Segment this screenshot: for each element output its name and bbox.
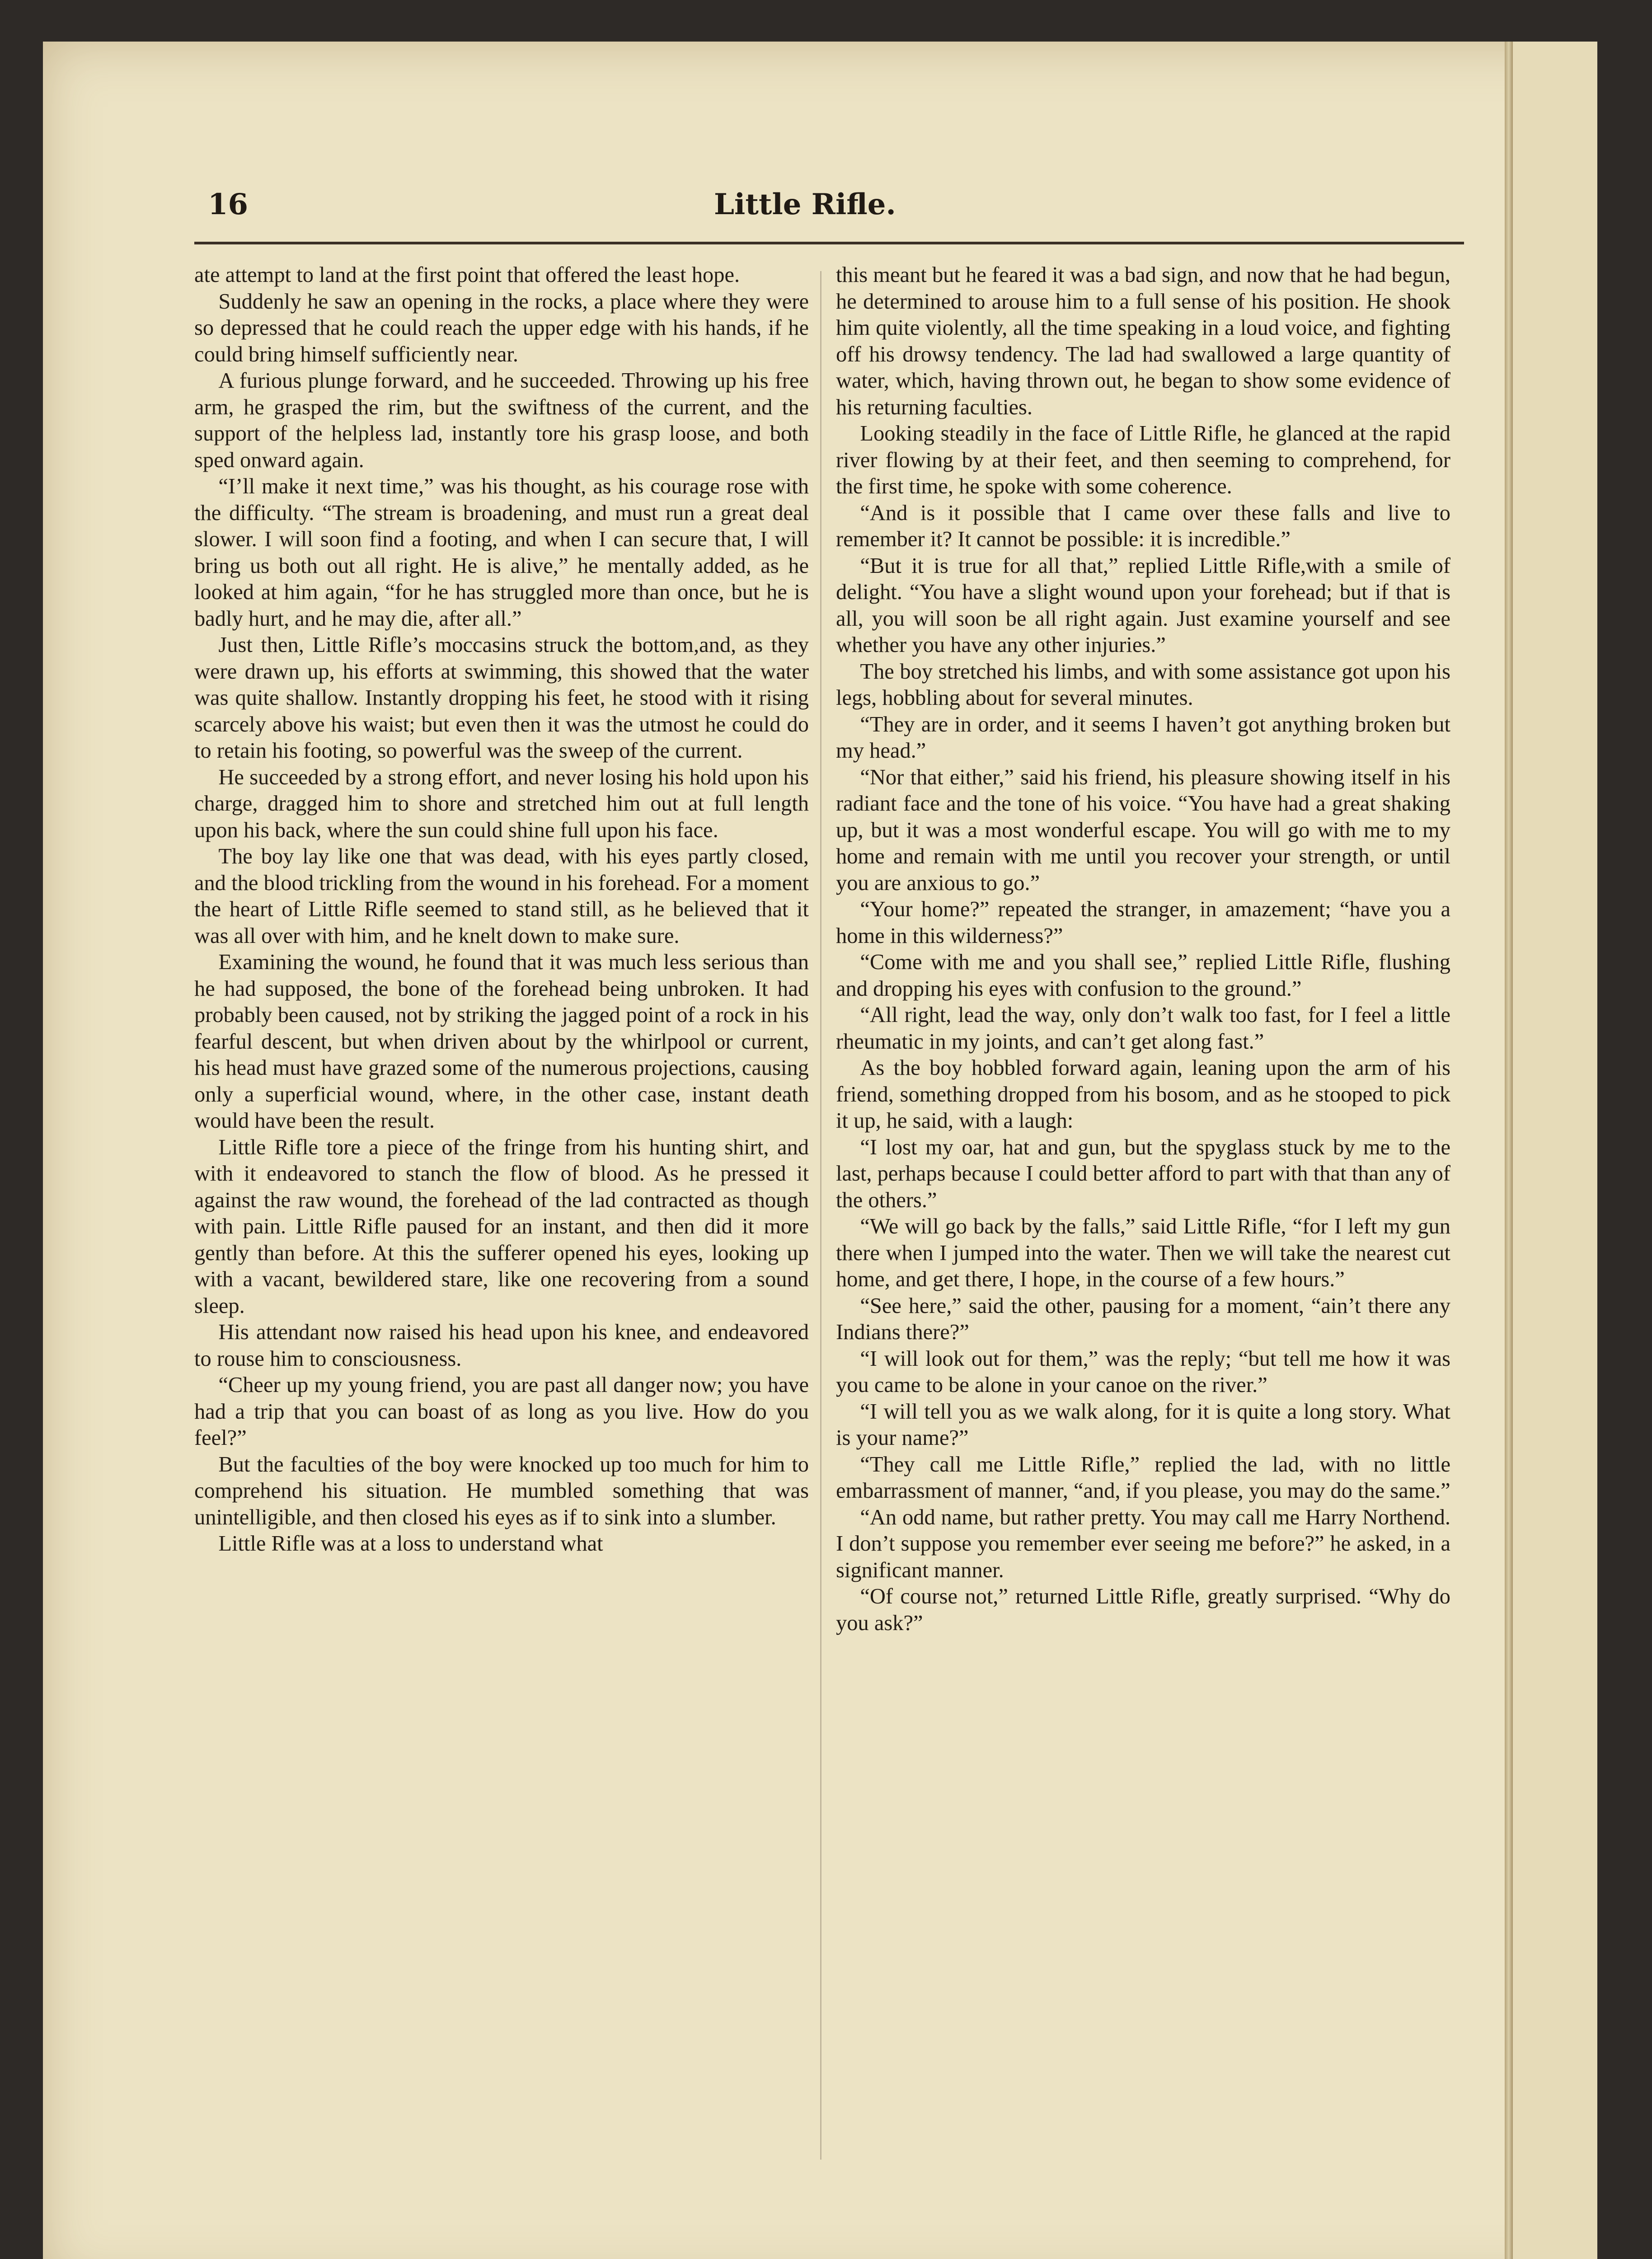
paragraph: “They are in order, and it seems I haven’t got anything broken but my head.”	[836, 712, 1450, 763]
paragraph: “Cheer up my young friend, you are past all danger now; you have had a trip that you can boast of as long as you live. How do you feel?”	[194, 1373, 809, 1450]
right-column	[836, 262, 1450, 2178]
paragraph: “An odd name, but rather pretty. You may call me Harry Northend. I don’t suppose you remember ever seeing me before?” he asked, in a significant manner.	[836, 1505, 1450, 1582]
paragraph: “Come with me and you shall see,” replied Little Rifle, flushing and dropping his eyes with confusion to the ground.”	[836, 950, 1450, 1001]
running-title: Little Rifle.	[714, 187, 896, 221]
paragraph: Looking steadily in the face of Little Rifle, he glanced at the rapid river flowing by at their feet, and then seeming to comprehend, for the first time, he spoke with some coherence.	[836, 422, 1450, 498]
paragraph: “I will tell you as we walk along, for it is quite a long story. What is your name?”	[836, 1399, 1450, 1450]
paragraph: “I’ll make it next time,” was his thought, as his courage rose with the difficulty. “The stream is broadening, and must run a great deal slower. I will soon find a footing, and when I can secure that, I will bring us both out all right. He is alive,” he mentally added, as he looked at him again, “for he has struggled more than once, but he is badly hurt, and he may die, after all.”	[194, 474, 809, 631]
binding-gutter	[1505, 42, 1513, 2259]
paragraph: The boy stretched his limbs, and with some assistance got upon his legs, hobbling about for several minutes.	[836, 659, 1450, 710]
paragraph: His attendant now raised his head upon his knee, and endeavored to rouse him to consciousness.	[194, 1320, 809, 1371]
paragraph: He succeeded by a strong effort, and never losing his hold upon his charge, dragged him to shore and stretched him out at full length upon his back, where the sun could shine full upon his face.	[194, 765, 809, 842]
page-number: 16	[208, 187, 249, 221]
paragraph: Little Rifle tore a piece of the fringe from his hunting shirt, and with it endeavored to stanch the flow of blood. As he pressed it against the raw wound, the forehead of the lad contracted as though with pain. Little Rifle paused for an instant, and then did it more gently than before. At this the sufferer opened his eyes, looking up with a vacant, bewildered stare, like one recovering from a sound sleep.	[194, 1135, 809, 1318]
paragraph: “Of course not,” returned Little Rifle, greatly surprised. “Why do you ask?”	[836, 1584, 1450, 1635]
paragraph: “They call me Little Rifle,” replied the lad, with no little embarrassment of manner, “and, if you please, you may do the same.”	[836, 1452, 1450, 1503]
paragraph: “All right, lead the way, only don’t walk too fast, for I feel a little rheumatic in my joints, and can’t get along fast.”	[836, 1003, 1450, 1054]
paragraph: “See here,” said the other, pausing for a moment, “ain’t there any Indians there?”	[836, 1294, 1450, 1344]
paragraph: this meant but he feared it was a bad sign, and now that he had begun, he determined to arouse him to a full sense of his position. He shook him quite violently, all the time speaking in a loud voice, and fighting off his drowsy tendency. The lad had swallowed a large quantity of water, which, having thrown out, he began to show some evidence of his returning faculties.	[836, 263, 1450, 419]
header-rule	[194, 242, 1464, 244]
paragraph: A furious plunge forward, and he succeeded. Throwing up his free arm, he grasped the rim, but the swiftness of the current, and the support of the helpless lad, instantly tore his grasp loose, and both sped onward again.	[194, 369, 809, 472]
paragraph: Suddenly he saw an opening in the rocks, a place where they were so depressed that he could reach the upper edge with his hands, if he could bring himself sufficiently near.	[194, 289, 809, 366]
paragraph: “But it is true for all that,” replied Little Rifle,with a smile of delight. “You have a slight wound upon your forehead; but if that is all, you will soon be all right again. Just examine yourself and see whether you have any other injuries.”	[836, 553, 1450, 657]
left-column	[194, 262, 809, 2178]
paragraph: Little Rifle was at a loss to understand what	[218, 1532, 603, 1556]
paragraph: “Nor that either,” said his friend, his pleasure showing itself in his radiant face and the tone of his voice. “You have had a great shaking up, but it was a most wonderful escape. You will go with me to my home and remain with me until you recover your strength, or until you are anxious to go.”	[836, 765, 1450, 895]
paragraph: “And is it possible that I came over these falls and live to remember it? It cannot be possible: it is incredible.”	[836, 501, 1450, 551]
paragraph: “I will look out for them,” was the reply; “but tell me how it was you came to be alone in your canoe on the river.”	[836, 1346, 1450, 1397]
page-header	[136, 187, 1464, 237]
paragraph: But the faculties of the boy were knocked up too much for him to comprehend his situation. He mumbled something that was unintelligible, and then closed his eyes as if to sink into a slumber.	[194, 1452, 809, 1529]
paragraph: As the boy hobbled forward again, leaning upon the arm of his friend, something dropped from his bosom, and as he stooped to pick it up, he said, with a laugh:	[836, 1056, 1450, 1133]
paragraph: ate attempt to land at the first point that offered the least hope.	[194, 263, 740, 287]
facing-page-edge	[1513, 42, 1597, 2259]
paragraph: “I lost my oar, hat and gun, but the spyglass stuck by me to the last, perhaps because I could better afford to part with that than any of the others.”	[836, 1135, 1450, 1212]
column-divider	[820, 271, 821, 2160]
paragraph: Just then, Little Rifle’s moccasins struck the bottom,and, as they were drawn up, his efforts at swimming, this showed that the water was quite shallow. Instantly dropping his feet, he stood with it rising scarcely above his waist; but even then it was the utmost he could do to retain his footing, so powerful was the sweep of the current.	[194, 633, 809, 763]
paragraph: “Your home?” repeated the stranger, in amazement; “have you a home in this wilderness?”	[836, 897, 1450, 948]
paragraph: The boy lay like one that was dead, with his eyes partly closed, and the blood trickling from the wound in his forehead. For a moment the heart of Little Rifle seemed to stand still, as he believed that it was all over with him, and he knelt down to make sure.	[194, 844, 809, 948]
paragraph: Examining the wound, he found that it was much less serious than he had supposed, the bone of the forehead being unbroken. It had probably been caused, not by striking the jagged point of a rock in his fearful descent, but when driven about by the whirlpool or current, his head must have grazed some of the numerous projections, causing only a superficial wound, where, in the other case, instant death would have been the result.	[194, 950, 809, 1133]
paragraph: “We will go back by the falls,” said Little Rifle, “for I left my gun there when I jumped into the water. Then we will take the nearest cut home, and get there, I hope, in the course of a few hours.”	[836, 1214, 1450, 1291]
